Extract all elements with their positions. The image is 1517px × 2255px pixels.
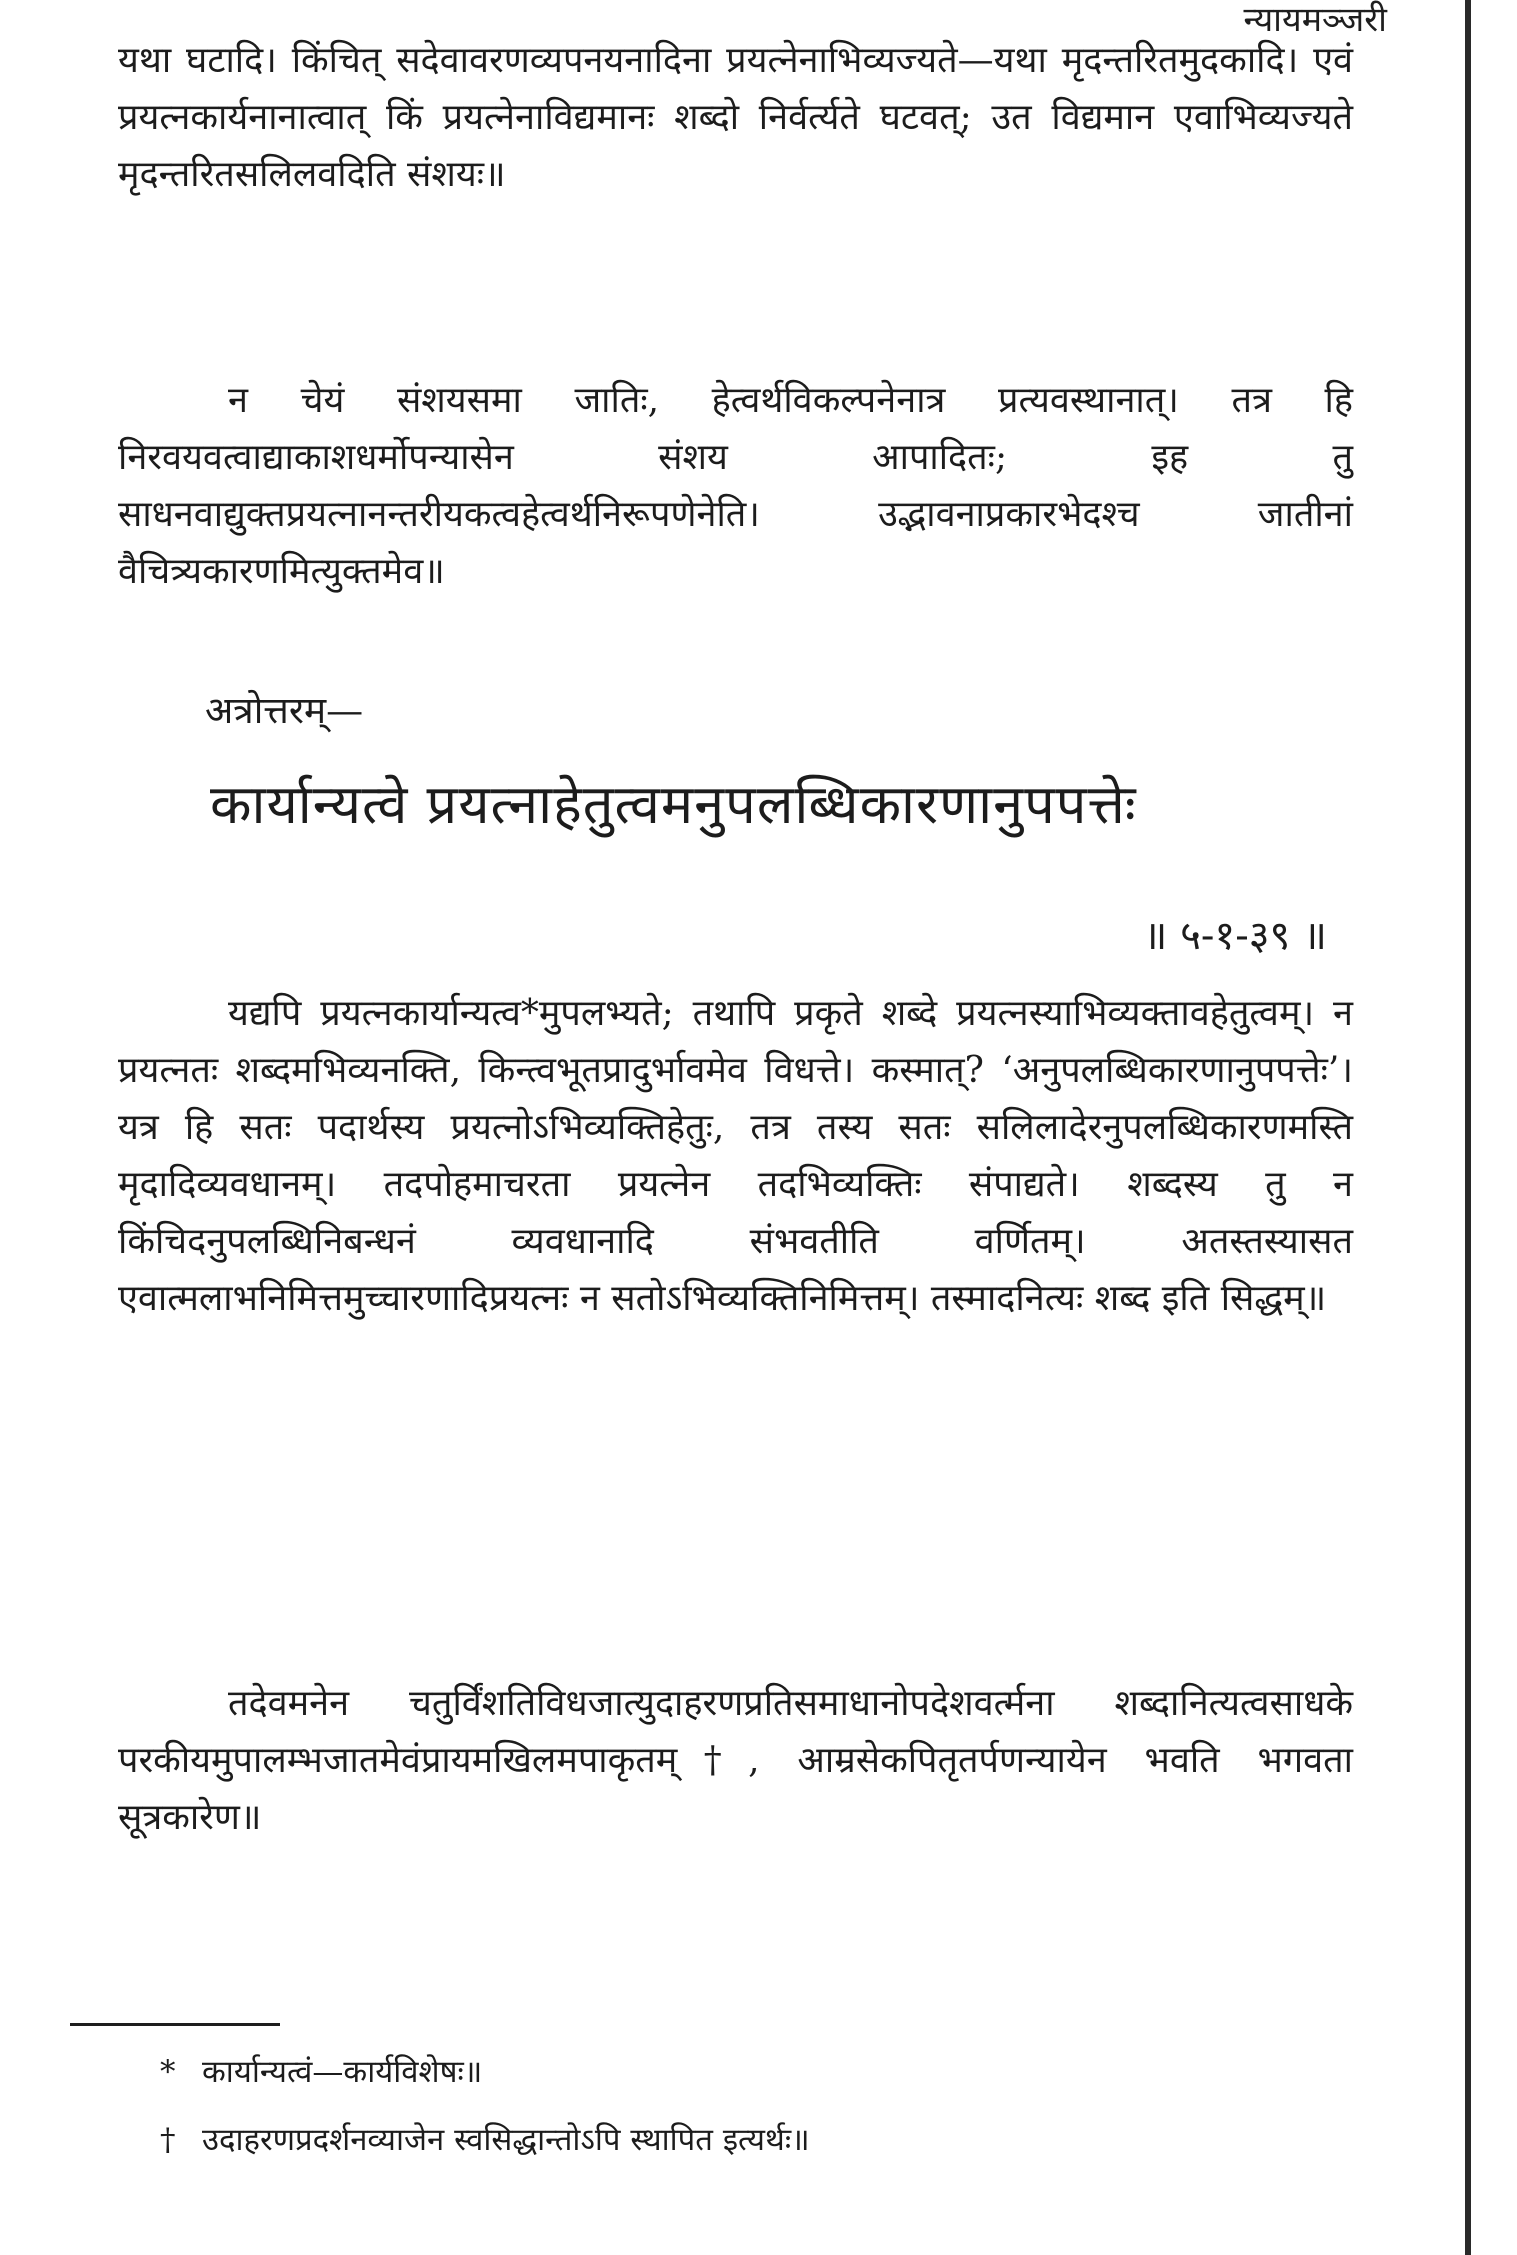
paragraph-1 <box>118 32 1353 203</box>
paragraph-2-text: न चेयं संशयसमा जातिः, हेत्वर्थविकल्पनेनात्र प्रत्यवस्थानात्। तत्र हि निरवयवत्वाद्याकाशधर्मोपन्यासेन संशय आपादितः; इह तु साधनवाद्युक्तप्रयत्नानन्तरीयकत्वहेत्वर्थनिरूपणेनेति। उद्भावनाप्रकारभेदश्च जातीनां वैचित्र्यकारणमित्युक्तमेव॥ <box>118 380 1353 592</box>
paragraph-4-text: तदेवमनेन चतुर्विंशतिविधजात्युदाहरणप्रतिसमाधानोपदेशवर्त्मना शब्दानित्यत्वसाधके परकीयमुपालम्भजातमेवंप्रायमखिलमपाकृतम्†, आम्रसेकपितृतर्पणन्यायेन भवति भगवता सूत्रकारेण॥ <box>118 1683 1353 1838</box>
footnote-separator <box>70 2023 280 2026</box>
sutra-text: कार्यान्यत्वे प्रयत्नाहेतुत्वमनुपलब्धिकारणानुपपत्तेः <box>210 773 1137 836</box>
paragraph-3 <box>118 985 1353 1327</box>
footnote-1-text: कार्यान्यत्वं—कार्यविशेषः॥ <box>202 2054 483 2090</box>
paragraph-1-text: यथा घटादि। किंचित् सदेवावरणव्यपनयनादिना प्रयत्नेनाभिव्यज्यते—यथा मृदन्तरितमुदकादि। एवं प्रयत्नकार्यनानात्वात् किं प्रयत्नेनाविद्यमानः शब्दो निर्वर्त्यते घटवत्; उत विद्यमान एवाभिव्यज्यते मृदन्तरितसलिलवदिति संशयः॥ <box>118 40 1353 195</box>
footnote-2-text: उदाहरणप्रदर्शनव्याजेन स्वसिद्धान्तोऽपि स्थापित इत्यर्थः॥ <box>202 2122 810 2158</box>
running-head: न्यायमञ्जरी <box>1243 0 1387 40</box>
footnote-1-mark: * <box>160 2054 176 2090</box>
footnote-1 <box>160 2050 1280 2094</box>
paragraph-3-text: यद्यपि प्रयत्नकार्यान्यत्व*मुपलभ्यते; तथापि प्रकृते शब्दे प्रयत्नस्याभिव्यक्तावहेतुत्वम्। न प्रयत्नतः शब्दमभिव्यनक्ति, किन्त्वभूतप्रादुर्भावमेव विधत्ते। कस्मात्? ‘अनुपलब्धिकारणानुपपत्तेः’। यत्र हि सतः पदार्थस्य प्रयत्नोऽभिव्यक्तिहेतुः, तत्र तस्य सतः सलिलादेरनुपलब्धिकारणमस्ति मृदादिव्यवधानम्। तदपोहमाचरता प्रयत्नेन तदभिव्यक्तिः संपाद्यते। शब्दस्य तु न किंचिदनुपलब्धिनिबन्धनं व्यवधानादि संभवतीति वर्णितम्। अतस्तस्यासत एवात्मलाभनिमित्तमुच्चारणादिप्रयत्नः न सतोऽभिव्यक्तिनिमित्तम्। तस्मादनित्यः शब्द इति सिद्धम्॥ <box>118 993 1353 1319</box>
page-edge-shadow <box>1465 0 1471 2255</box>
sutra-number: ॥ ५-१-३९ ॥ <box>1143 913 1327 959</box>
paragraph-2 <box>118 372 1353 600</box>
footnote-2 <box>160 2118 1280 2162</box>
footnote-2-mark: † <box>160 2122 176 2158</box>
lead-in: अत्रोत्तरम्— <box>205 689 364 732</box>
paragraph-4 <box>118 1675 1353 1846</box>
